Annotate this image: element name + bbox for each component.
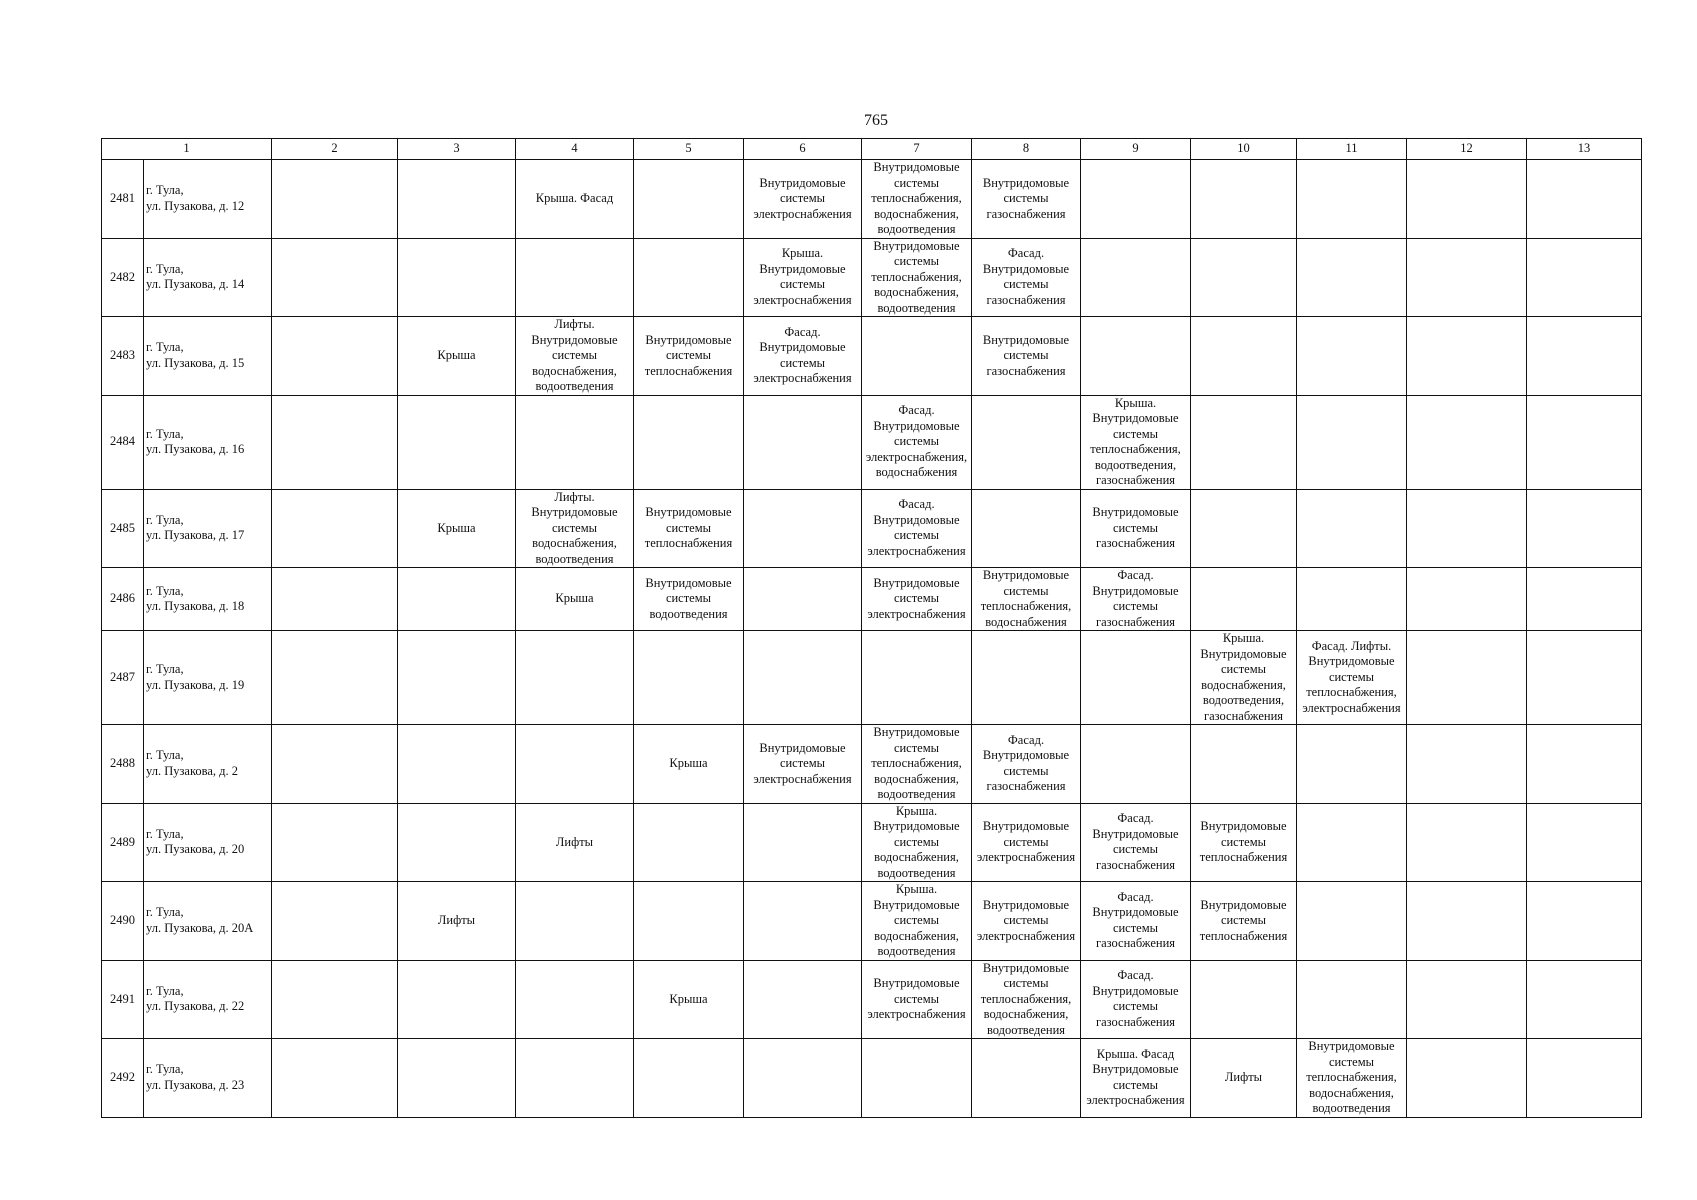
work-cell-col3 bbox=[398, 160, 516, 239]
work-cell-col7: Внутридомовые системы электроснабжения bbox=[862, 960, 972, 1039]
address-cell: г. Тула, ул. Пузакова, д. 17 bbox=[144, 489, 272, 568]
work-cell-col2 bbox=[272, 395, 398, 489]
work-cell-col8: Внутридомовые системы теплоснабжения, водоснабжения, водоотведения bbox=[972, 960, 1081, 1039]
work-cell-col9 bbox=[1081, 317, 1191, 396]
column-header: 1 bbox=[102, 139, 272, 160]
work-cell-col10: Внутридомовые системы теплоснабжения bbox=[1191, 882, 1297, 961]
work-cell-col13 bbox=[1527, 803, 1642, 882]
work-cell-col11 bbox=[1297, 395, 1407, 489]
column-header: 9 bbox=[1081, 139, 1191, 160]
work-cell-col12 bbox=[1407, 395, 1527, 489]
row-number-cell: 2487 bbox=[102, 631, 144, 725]
work-cell-col8 bbox=[972, 631, 1081, 725]
work-cell-col4 bbox=[516, 960, 634, 1039]
row-number-cell: 2489 bbox=[102, 803, 144, 882]
work-cell-col5 bbox=[634, 631, 744, 725]
work-cell-col3 bbox=[398, 1039, 516, 1118]
work-cell-col13 bbox=[1527, 317, 1642, 396]
work-cell-col5: Внутридомовые системы водоотведения bbox=[634, 568, 744, 631]
work-cell-col11: Фасад. Лифты. Внутридомовые системы теплоснабжения, электроснабжения bbox=[1297, 631, 1407, 725]
work-cell-col12 bbox=[1407, 882, 1527, 961]
work-cell-col9 bbox=[1081, 631, 1191, 725]
row-number-cell: 2492 bbox=[102, 1039, 144, 1118]
row-number-cell: 2481 bbox=[102, 160, 144, 239]
work-cell-col2 bbox=[272, 960, 398, 1039]
work-cell-col6 bbox=[744, 1039, 862, 1118]
work-cell-col2 bbox=[272, 631, 398, 725]
work-cell-col12 bbox=[1407, 960, 1527, 1039]
row-number-cell: 2491 bbox=[102, 960, 144, 1039]
work-cell-col13 bbox=[1527, 960, 1642, 1039]
address-cell: г. Тула, ул. Пузакова, д. 20 bbox=[144, 803, 272, 882]
page-number: 765 bbox=[864, 112, 888, 129]
column-header: 5 bbox=[634, 139, 744, 160]
work-cell-col6 bbox=[744, 395, 862, 489]
address-cell: г. Тула, ул. Пузакова, д. 19 bbox=[144, 631, 272, 725]
work-cell-col13 bbox=[1527, 160, 1642, 239]
work-cell-col6 bbox=[744, 960, 862, 1039]
work-cell-col13 bbox=[1527, 882, 1642, 961]
work-cell-col10 bbox=[1191, 395, 1297, 489]
work-cell-col4 bbox=[516, 631, 634, 725]
address-cell: г. Тула, ул. Пузакова, д. 18 bbox=[144, 568, 272, 631]
work-cell-col8: Фасад. Внутридомовые системы газоснабжения bbox=[972, 238, 1081, 317]
work-cell-col5 bbox=[634, 803, 744, 882]
work-cell-col6 bbox=[744, 803, 862, 882]
table-row bbox=[102, 489, 1642, 568]
work-cell-col6 bbox=[744, 489, 862, 568]
work-cell-col3 bbox=[398, 395, 516, 489]
work-cell-col6: Крыша. Внутридомовые системы электроснабжения bbox=[744, 238, 862, 317]
work-cell-col7: Крыша. Внутридомовые системы водоснабжения, водоотведения bbox=[862, 803, 972, 882]
work-cell-col2 bbox=[272, 882, 398, 961]
work-cell-col4: Лифты bbox=[516, 803, 634, 882]
work-cell-col5 bbox=[634, 1039, 744, 1118]
work-cell-col10: Внутридомовые системы теплоснабжения bbox=[1191, 803, 1297, 882]
work-cell-col4: Лифты. Внутридомовые системы водоснабжения, водоотведения bbox=[516, 317, 634, 396]
work-cell-col12 bbox=[1407, 160, 1527, 239]
work-cell-col4 bbox=[516, 1039, 634, 1118]
work-cell-col9: Крыша. Внутридомовые системы теплоснабжения, водоотведения, газоснабжения bbox=[1081, 395, 1191, 489]
address-cell: г. Тула, ул. Пузакова, д. 15 bbox=[144, 317, 272, 396]
column-number-header bbox=[102, 139, 1642, 160]
work-cell-col3 bbox=[398, 631, 516, 725]
row-number-cell: 2483 bbox=[102, 317, 144, 396]
address-cell: г. Тула, ул. Пузакова, д. 14 bbox=[144, 238, 272, 317]
work-cell-col8: Фасад. Внутридомовые системы газоснабжения bbox=[972, 725, 1081, 804]
work-cell-col7 bbox=[862, 317, 972, 396]
column-header: 13 bbox=[1527, 139, 1642, 160]
address-cell: г. Тула, ул. Пузакова, д. 12 bbox=[144, 160, 272, 239]
table-row bbox=[102, 882, 1642, 961]
address-cell: г. Тула, ул. Пузакова, д. 20А bbox=[144, 882, 272, 961]
work-cell-col10: Крыша. Внутридомовые системы водоснабжения, водоотведения, газоснабжения bbox=[1191, 631, 1297, 725]
work-cell-col13 bbox=[1527, 395, 1642, 489]
table-row bbox=[102, 238, 1642, 317]
work-cell-col6 bbox=[744, 882, 862, 961]
work-cell-col10 bbox=[1191, 160, 1297, 239]
work-cell-col11 bbox=[1297, 568, 1407, 631]
work-cell-col3: Лифты bbox=[398, 882, 516, 961]
work-cell-col9: Крыша. Фасад Внутридомовые системы электроснабжения bbox=[1081, 1039, 1191, 1118]
work-cell-col10 bbox=[1191, 960, 1297, 1039]
table-row bbox=[102, 160, 1642, 239]
column-header: 2 bbox=[272, 139, 398, 160]
work-cell-col2 bbox=[272, 725, 398, 804]
work-cell-col11 bbox=[1297, 238, 1407, 317]
work-cell-col8: Внутридомовые системы электроснабжения bbox=[972, 882, 1081, 961]
work-cell-col13 bbox=[1527, 238, 1642, 317]
work-cell-col3 bbox=[398, 803, 516, 882]
work-cell-col2 bbox=[272, 160, 398, 239]
table-row bbox=[102, 960, 1642, 1039]
row-number-cell: 2486 bbox=[102, 568, 144, 631]
work-cell-col6 bbox=[744, 631, 862, 725]
work-cell-col8: Внутридомовые системы газоснабжения bbox=[972, 317, 1081, 396]
work-cell-col5 bbox=[634, 238, 744, 317]
work-cell-col5: Внутридомовые системы теплоснабжения bbox=[634, 317, 744, 396]
work-cell-col4 bbox=[516, 882, 634, 961]
work-cell-col13 bbox=[1527, 568, 1642, 631]
column-header: 6 bbox=[744, 139, 862, 160]
row-number-cell: 2484 bbox=[102, 395, 144, 489]
work-cell-col11 bbox=[1297, 317, 1407, 396]
work-cell-col5: Крыша bbox=[634, 725, 744, 804]
work-cell-col11 bbox=[1297, 725, 1407, 804]
column-header: 7 bbox=[862, 139, 972, 160]
column-header: 8 bbox=[972, 139, 1081, 160]
work-cell-col4 bbox=[516, 725, 634, 804]
work-cell-col8 bbox=[972, 1039, 1081, 1118]
work-cell-col11 bbox=[1297, 803, 1407, 882]
work-cell-col9: Фасад. Внутридомовые системы газоснабжения bbox=[1081, 882, 1191, 961]
column-header: 3 bbox=[398, 139, 516, 160]
column-header: 4 bbox=[516, 139, 634, 160]
work-cell-col11 bbox=[1297, 489, 1407, 568]
work-cell-col10 bbox=[1191, 725, 1297, 804]
work-cell-col3 bbox=[398, 725, 516, 804]
work-cell-col10 bbox=[1191, 317, 1297, 396]
work-cell-col7: Фасад. Внутридомовые системы электроснабжения, водоснабжения bbox=[862, 395, 972, 489]
work-cell-col13 bbox=[1527, 489, 1642, 568]
work-cell-col13 bbox=[1527, 1039, 1642, 1118]
work-cell-col2 bbox=[272, 568, 398, 631]
work-cell-col12 bbox=[1407, 725, 1527, 804]
work-cell-col12 bbox=[1407, 317, 1527, 396]
work-cell-col7: Внутридомовые системы теплоснабжения, водоснабжения, водоотведения bbox=[862, 160, 972, 239]
work-cell-col4 bbox=[516, 395, 634, 489]
work-cell-col8 bbox=[972, 489, 1081, 568]
work-cell-col9: Фасад. Внутридомовые системы газоснабжения bbox=[1081, 568, 1191, 631]
work-cell-col12 bbox=[1407, 631, 1527, 725]
address-cell: г. Тула, ул. Пузакова, д. 23 bbox=[144, 1039, 272, 1118]
row-number-cell: 2482 bbox=[102, 238, 144, 317]
work-cell-col6 bbox=[744, 568, 862, 631]
work-cell-col7 bbox=[862, 631, 972, 725]
work-cell-col9 bbox=[1081, 238, 1191, 317]
work-cell-col8: Внутридомовые системы теплоснабжения, водоснабжения bbox=[972, 568, 1081, 631]
work-cell-col4 bbox=[516, 238, 634, 317]
work-cell-col7: Внутридомовые системы теплоснабжения, водоснабжения, водоотведения bbox=[862, 725, 972, 804]
work-cell-col7 bbox=[862, 1039, 972, 1118]
table-row bbox=[102, 803, 1642, 882]
work-cell-col2 bbox=[272, 317, 398, 396]
work-cell-col5: Крыша bbox=[634, 960, 744, 1039]
work-cell-col2 bbox=[272, 489, 398, 568]
work-cell-col6: Внутридомовые системы электроснабжения bbox=[744, 160, 862, 239]
address-cell: г. Тула, ул. Пузакова, д. 22 bbox=[144, 960, 272, 1039]
work-cell-col9 bbox=[1081, 160, 1191, 239]
work-cell-col8: Внутридомовые системы электроснабжения bbox=[972, 803, 1081, 882]
row-number-cell: 2488 bbox=[102, 725, 144, 804]
work-cell-col6: Фасад. Внутридомовые системы электроснабжения bbox=[744, 317, 862, 396]
work-cell-col2 bbox=[272, 238, 398, 317]
work-cell-col4: Крыша. Фасад bbox=[516, 160, 634, 239]
work-cell-col5 bbox=[634, 160, 744, 239]
work-cell-col11: Внутридомовые системы теплоснабжения, водоснабжения, водоотведения bbox=[1297, 1039, 1407, 1118]
table-row bbox=[102, 568, 1642, 631]
work-cell-col9: Внутридомовые системы газоснабжения bbox=[1081, 489, 1191, 568]
work-cell-col4: Лифты. Внутридомовые системы водоснабжения, водоотведения bbox=[516, 489, 634, 568]
work-cell-col2 bbox=[272, 803, 398, 882]
table-row bbox=[102, 725, 1642, 804]
work-cell-col13 bbox=[1527, 631, 1642, 725]
work-cell-col11 bbox=[1297, 960, 1407, 1039]
work-cell-col10 bbox=[1191, 489, 1297, 568]
work-cell-col3 bbox=[398, 568, 516, 631]
table-row bbox=[102, 631, 1642, 725]
table-row bbox=[102, 1039, 1642, 1118]
work-cell-col12 bbox=[1407, 489, 1527, 568]
column-header: 12 bbox=[1407, 139, 1527, 160]
work-cell-col5 bbox=[634, 395, 744, 489]
work-cell-col12 bbox=[1407, 568, 1527, 631]
address-cell: г. Тула, ул. Пузакова, д. 16 bbox=[144, 395, 272, 489]
work-cell-col13 bbox=[1527, 725, 1642, 804]
column-header: 11 bbox=[1297, 139, 1407, 160]
work-cell-col7: Фасад. Внутридомовые системы электроснабжения bbox=[862, 489, 972, 568]
work-cell-col7: Внутридомовые системы электроснабжения bbox=[862, 568, 972, 631]
work-cell-col12 bbox=[1407, 238, 1527, 317]
work-cell-col2 bbox=[272, 1039, 398, 1118]
work-cell-col9: Фасад. Внутридомовые системы газоснабжения bbox=[1081, 960, 1191, 1039]
work-cell-col3 bbox=[398, 238, 516, 317]
table-row bbox=[102, 395, 1642, 489]
row-number-cell: 2490 bbox=[102, 882, 144, 961]
work-cell-col4: Крыша bbox=[516, 568, 634, 631]
table-row bbox=[102, 317, 1642, 396]
column-header: 10 bbox=[1191, 139, 1297, 160]
repair-schedule-table bbox=[101, 138, 1642, 1118]
work-cell-col6: Внутридомовые системы электроснабжения bbox=[744, 725, 862, 804]
work-cell-col11 bbox=[1297, 160, 1407, 239]
work-cell-col7: Крыша. Внутридомовые системы водоснабжения, водоотведения bbox=[862, 882, 972, 961]
work-cell-col9: Фасад. Внутридомовые системы газоснабжения bbox=[1081, 803, 1191, 882]
work-cell-col7: Внутридомовые системы теплоснабжения, водоснабжения, водоотведения bbox=[862, 238, 972, 317]
work-cell-col3 bbox=[398, 960, 516, 1039]
work-cell-col8 bbox=[972, 395, 1081, 489]
work-cell-col12 bbox=[1407, 803, 1527, 882]
work-cell-col10 bbox=[1191, 568, 1297, 631]
work-cell-col8: Внутридомовые системы газоснабжения bbox=[972, 160, 1081, 239]
work-cell-col5: Внутридомовые системы теплоснабжения bbox=[634, 489, 744, 568]
row-number-cell: 2485 bbox=[102, 489, 144, 568]
work-cell-col3: Крыша bbox=[398, 317, 516, 396]
work-cell-col10 bbox=[1191, 238, 1297, 317]
work-cell-col5 bbox=[634, 882, 744, 961]
work-cell-col12 bbox=[1407, 1039, 1527, 1118]
work-cell-col9 bbox=[1081, 725, 1191, 804]
address-cell: г. Тула, ул. Пузакова, д. 2 bbox=[144, 725, 272, 804]
work-cell-col10: Лифты bbox=[1191, 1039, 1297, 1118]
work-cell-col3: Крыша bbox=[398, 489, 516, 568]
work-cell-col11 bbox=[1297, 882, 1407, 961]
